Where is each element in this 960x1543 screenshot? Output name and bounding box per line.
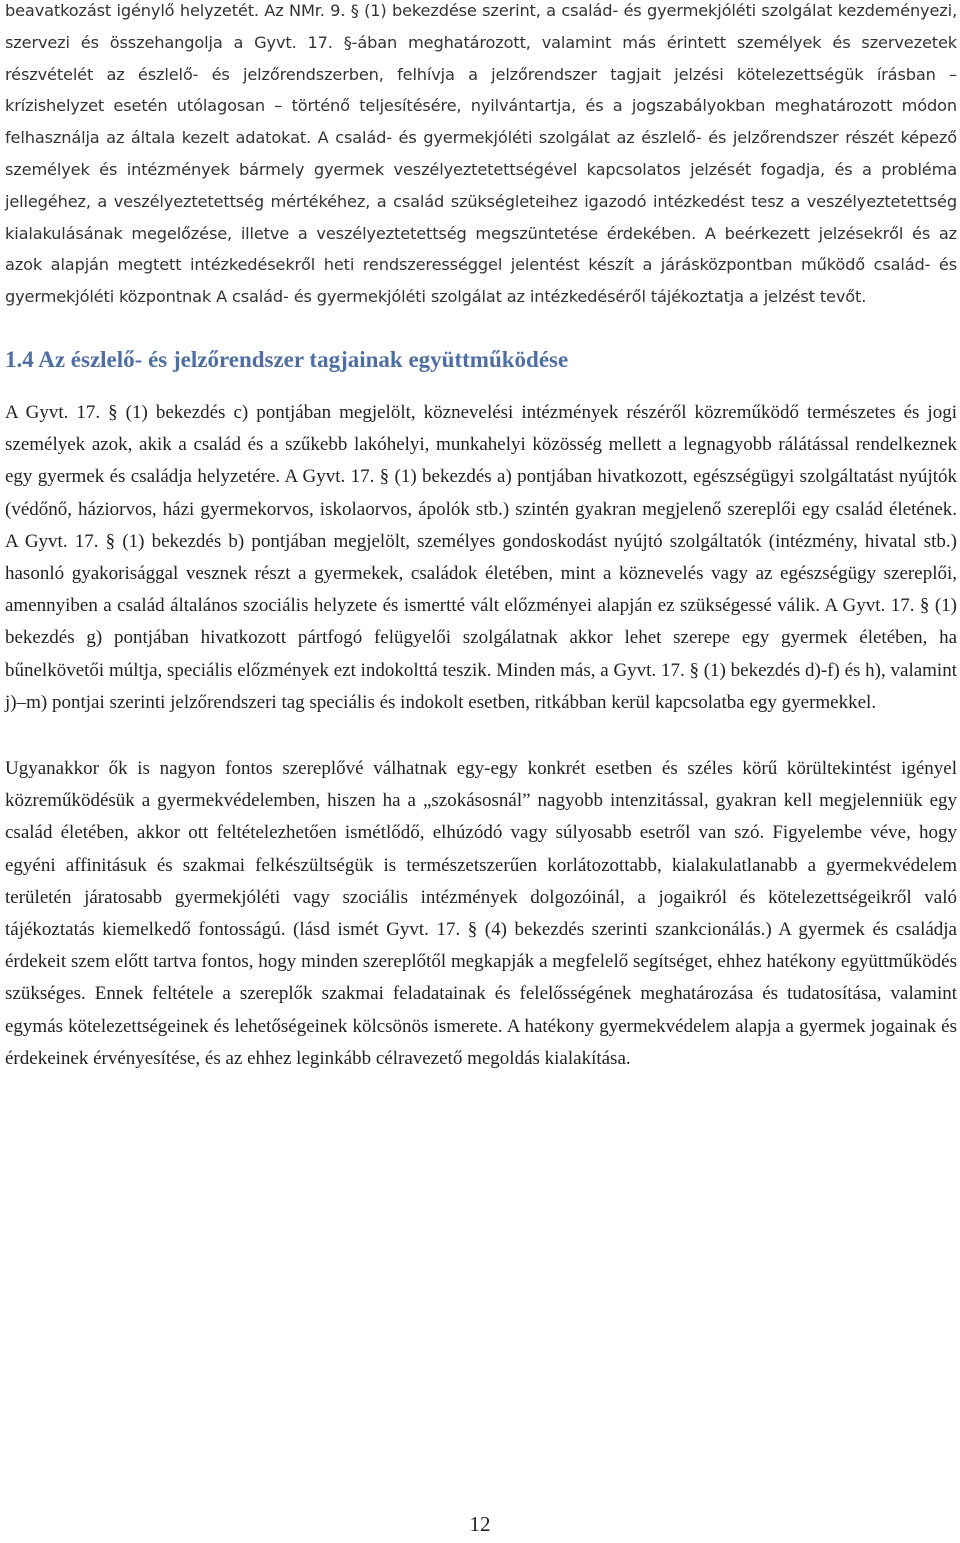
paragraph-text: A Gyvt. 17. § (1) bekezdés c) pontjában megjelölt, köznevelési intézmények részéről közreműködő természetes és jogi személyek azok, akik a család és a szűkebb lakóhelyi, munkahelyi közösség mellett a legnagyobb rálátással rendelkeznek egy gyermek és családja helyzetére. A Gyvt. 17. § (1) bekezdés a) pontjában hivatkozott, egészségügyi szolgáltatást nyújtók (védőnő, háziorvos, házi gyermekorvos, iskolaorvos, ápolók stb.) szintén gyakran megjelenő szereplői egy család életének. A Gyvt. 17. § (1) bekezdés b) pontjában megjelölt, személyes gondoskodást nyújtó szolgáltatók (intézmény, hivatal stb.) hasonló gyakorisággal vesznek részt a gyermekek, családok életében, mint a köznevelés vagy az egészségügy szereplői, amennyiben a család általános szociális helyzete és ismertté vált előzményei alapján ez szükségessé válik. A Gyvt. 17. § (1) bekezdés g) pontjában hivatkozott pártfogó felügyelői szolgálatnak akkor lehet szerepe egy gyermek életében, ha bűnelkövetői múltja, speciális előzmények ezt indokolttá teszik. Minden más, a Gyvt. 17. § (1) bekezdés d)-f) és h), valamint j)–m) pontjai szerinti jelzőrendszeri tag speciális és indokolt esetben, ritkábban kerül kapcsolatba egy gyermekkel. (5, 401, 957, 713)
page-number: 12 (469, 1512, 491, 1536)
spacer (5, 376, 957, 397)
spacer (5, 719, 957, 753)
spacer (5, 313, 957, 344)
document-page (5, 0, 957, 1075)
section-heading: 1.4 Az észlelő- és jelzőrendszer tagjainak együttműködése (5, 346, 569, 372)
paragraph-text: Ugyanakkor ők is nagyon fontos szereplővé válhatnak egy-egy konkrét esetben és széles körű körültekintést igényel közreműködésük a gyermekvédelemben, hiszen ha a „szokásosnál” nagyobb intenzitással, gyakran kell megjelenniük egy család életében, akkor ott feltételezhetően ismétlődő, elhúzódó vagy súlyosabb esetről van szó. Figyelembe véve, hogy egyéni affinitásuk és szakmai felkészültségük is természetszerűen korlátozottabb, kialakulatlanabb a gyermekvédelem területén járatosabb gyermekjóléti vagy szociális intézmények dolgozóinál, a jogaikról és kötelezettségeikről való tájékoztatás kiemelkedő fontosságú. (lásd ismét Gyvt. 17. § (4) bekezdés szerinti szankcionálás.) A gyermek és családja érdekeit szem előtt tartva fontos, hogy minden szereplőtől megkapják a megfelelő segítséget, ehhez hatékony együttműködés szükséges. Ennek feltétele a szereplők szakmai feladatainak és felelősségének meghatározása és tudatosítása, valamint egymás kötelezettségeinek és lehetőségeinek kölcsönös ismerete. A hatékony gyermekvédelem alapja a gyermek jogainak és érdekeinek érvényesítése, és az ehhez leginkább célravezető megoldás kialakítása. (5, 758, 957, 1069)
paragraph-text: beavatkozást igénylő helyzetét. Az NMr. 9. § (1) bekezdése szerint, a család- és gyermekjóléti szolgálat kezdeményezi, szervezi és összehangolja a Gyvt. 17. §-ában meghatározott, valamint más érintett személyek és szervezetek részvételét az észlelő- és jelzőrendszerben, felhívja a jelzőrendszer tagjait jelzési kötelezettségük írásban – krízishelyzet esetén utólagosan – történő teljesítésére, nyilvántartja, és a jogszabályokban meghatározott módon felhasználja az általa kezelt adatokat. A család- és gyermekjóléti szolgálat az észlelő- és jelzőrendszer részét képező személyek és intézmények bármely gyermek veszélyeztetettségével kapcsolatos jelzését fogadja, és a probléma jellegéhez, a veszélyeztetettség mértékéhez, a család szükségleteihez igazodó intézkedést tesz a veszélyeztetettség kialakulásának megelőzése, illetve a veszélyeztetettség megszüntetése érdekében. A beérkezett jelzésekről és az azok alapján megtett intézkedésekről heti rendszerességgel jelentést készít a járásközpontban működő család- és gyermekjóléti központnak A család- és gyermekjóléti szolgálat az intézkedéséről tájékoztatja a jelzést tevőt. (5, 1, 957, 307)
